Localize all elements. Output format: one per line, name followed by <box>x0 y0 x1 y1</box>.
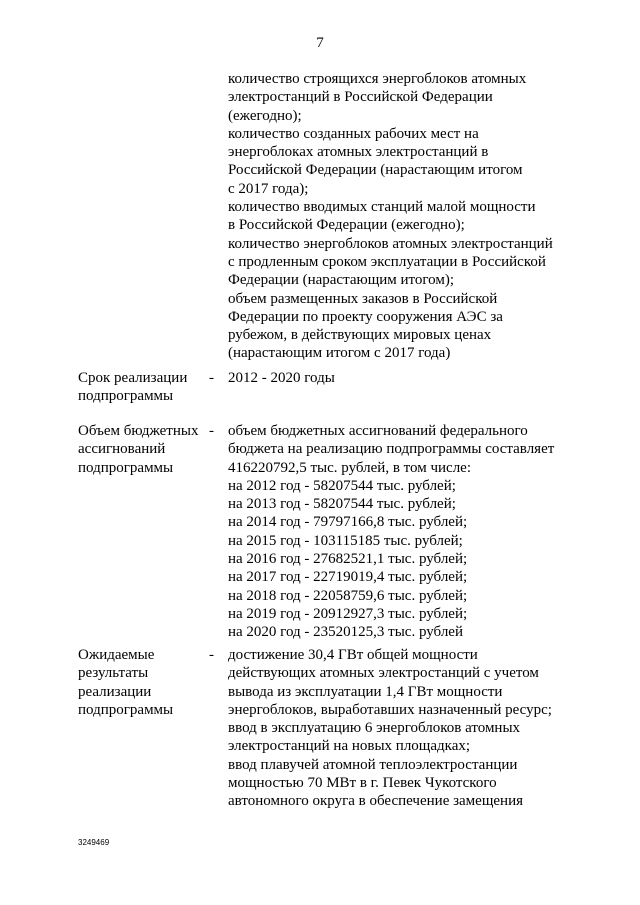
value-line: вывода из эксплуатации 1,4 ГВт мощности <box>228 683 503 700</box>
text-line: количество энергоблоков атомных электростанций <box>228 235 553 252</box>
budget-year-line: на 2018 год - 22058759,6 тыс. рублей; <box>228 587 468 604</box>
text-line: электростанций в Российской Федерации <box>228 89 493 106</box>
budget-year-line: на 2012 год - 58207544 тыс. рублей; <box>228 477 456 494</box>
label-line: ассигнований <box>78 441 166 458</box>
value-line: ввод в эксплуатацию 6 энергоблоков атомных <box>228 720 521 737</box>
text-line: (ежегодно); <box>228 107 302 124</box>
dash-separator: - <box>209 647 214 663</box>
label-line: Срок реализации <box>78 370 188 386</box>
value-line: энергоблоков, выработавших назначенный ресурс; <box>228 701 552 718</box>
label-line: результаты <box>78 665 149 682</box>
value-line: 2012 - 2020 годы <box>228 370 335 386</box>
budget-year-line: на 2019 год - 20912927,3 тыс. рублей; <box>228 605 468 622</box>
document-code: 3249469 <box>78 838 110 847</box>
budget-year-line: на 2017 год - 22719019,4 тыс. рублей; <box>228 569 468 586</box>
value-line: ввод плавучей атомной теплоэлектростанции <box>228 756 518 773</box>
text-line: Федерации по проекту сооружения АЭС за <box>228 308 503 325</box>
value-line: действующих атомных электростанций с учетом <box>228 665 539 682</box>
label-line: подпрограммы <box>78 388 174 405</box>
text-line: с 2017 года); <box>228 180 309 197</box>
text-line: с продленным сроком эксплуатации в Российской <box>228 253 546 270</box>
value-line: автономного округа в обеспечение замещения <box>228 793 523 810</box>
results-value <box>228 646 588 811</box>
value-line: 416220792,5 тыс. рублей, в том числе: <box>228 459 472 476</box>
text-line: энергоблоках атомных электростанций в <box>228 144 489 161</box>
label-line: реализации <box>78 683 152 700</box>
label-line: Объем бюджетных <box>78 423 199 439</box>
budget-year-line: на 2015 год - 103115185 тыс. рублей; <box>228 532 463 549</box>
label-line: подпрограммы <box>78 701 174 718</box>
results-label <box>78 646 203 719</box>
label-line: Ожидаемые <box>78 647 155 663</box>
value-line: бюджета на реализацию подпрограммы составляет <box>228 441 555 458</box>
indicators-continuation <box>228 70 588 363</box>
budget-label <box>78 422 203 477</box>
text-line: количество вводимых станций малой мощности <box>228 199 536 216</box>
text-line: Российской Федерации (нарастающим итогом <box>228 162 523 179</box>
budget-year-line: на 2020 год - 23520125,3 тыс. рублей <box>228 624 463 641</box>
budget-year-line: на 2014 год - 79797166,8 тыс. рублей; <box>228 514 468 531</box>
budget-value <box>228 422 588 642</box>
text-line: в Российской Федерации (ежегодно); <box>228 217 465 234</box>
value-line: объем бюджетных ассигнований федерального <box>228 423 528 439</box>
text-line: количество созданных рабочих мест на <box>228 125 479 142</box>
text-line: рубежом, в действующих мировых ценах <box>228 327 492 344</box>
value-line: достижение 30,4 ГВт общей мощности <box>228 647 478 663</box>
value-line: электростанций на новых площадках; <box>228 738 471 755</box>
text-line: Федерации (нарастающим итогом); <box>228 272 455 289</box>
label-line: подпрограммы <box>78 459 174 476</box>
dash-separator: - <box>209 423 214 439</box>
page-number: 7 <box>316 35 324 51</box>
text-line: (нарастающим итогом с 2017 года) <box>228 345 451 362</box>
budget-year-line: на 2016 год - 27682521,1 тыс. рублей; <box>228 551 468 568</box>
text-line: объем размещенных заказов в Российской <box>228 290 498 307</box>
value-line: мощностью 70 МВт в г. Певек Чукотского <box>228 775 497 792</box>
term-label <box>78 369 203 406</box>
dash-separator: - <box>209 370 214 386</box>
budget-year-line: на 2013 год - 58207544 тыс. рублей; <box>228 496 456 513</box>
text-line: количество строящихся энергоблоков атомных <box>228 71 527 87</box>
term-value <box>228 369 588 387</box>
